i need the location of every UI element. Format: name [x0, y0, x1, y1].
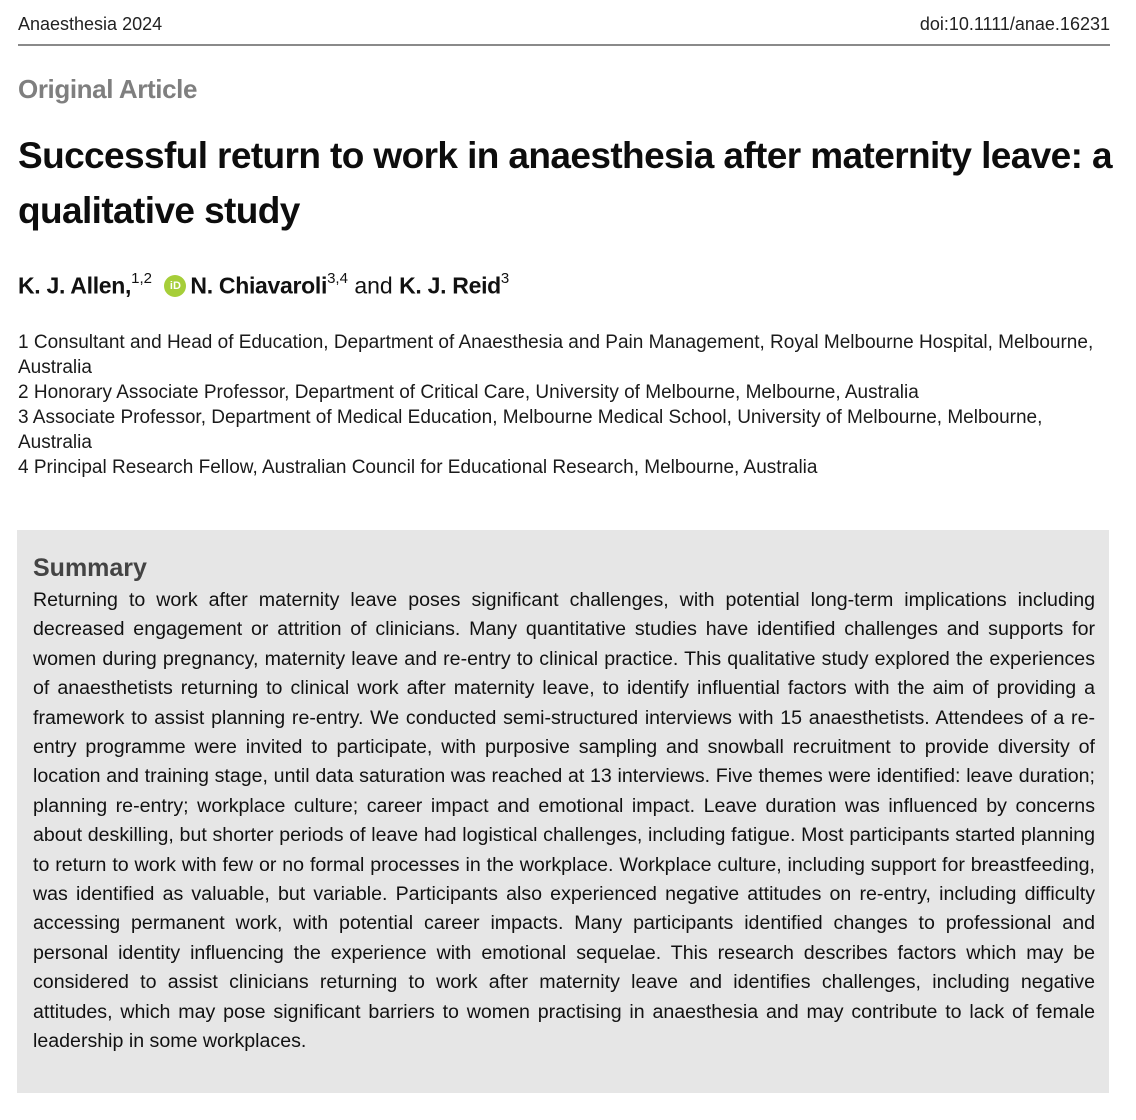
author-name: K. J. Allen, [18, 272, 132, 299]
affiliations [18, 330, 1098, 480]
affiliation-item: 4 Principal Research Fellow, Australian Council for Educational Research, Melbourne, Australia [18, 457, 818, 478]
article-type-label: Original Article [18, 74, 198, 104]
author-affiliation-ref: 3 [500, 270, 510, 287]
summary-heading: Summary [33, 554, 147, 582]
author-list [18, 272, 509, 300]
author-name: K. J. Reid [399, 272, 501, 299]
doi-link[interactable]: doi:10.1111/anae.16231 [919, 14, 1110, 34]
article-title: Successful return to work in anaesthesia after maternity leave: a qualitative study [18, 135, 1113, 231]
summary-box [17, 530, 1109, 1093]
affiliation-item: 1 Consultant and Head of Education, Department of Anaesthesia and Pain Management, Royal Melbourne Hospital, Melbourne, Australia [18, 332, 1094, 378]
summary-body: Returning to work after maternity leave poses significant challenges, with potential long-term implications including decreased engagement or attrition of clinicians. Many quantitative studies have identified challenges and supports for women during pregnancy, maternity leave and re-entry to clinical practice. This qualitative study explored the experiences of anaesthetists returning to clinical work after maternity leave, to identify influential factors with the aim of providing a framework to assist planning re-entry. We conducted semi-structured interviews with 15 anaesthetists. Attendees of a re-entry programme were invited to participate, with purposive sampling and snowball recruitment to provide diversity of location and training stage, until data saturation was reached at 13 interviews. Five themes were identified: leave duration; planning re-entry; workplace culture; career impact and emotional impact. Leave duration was influenced by concerns about deskilling, but shorter periods of leave had logistical challenges, including fatigue. Most participants started planning to return to work with few or no formal processes in the workplace. Workplace culture, including support for breastfeeding, was identified as valuable, but variable. Participants also experienced negative attitudes on re-entry, including difficulty accessing permanent work, with potential career impacts. Many participants identified changes to professional and personal identity influencing the experience with emotional sequelae. This research describes factors which may be considered to assist clinicians returning to work after maternity leave and identifies challenges, including negative attitudes, which may pose significant barriers to women practising in anaesthesia and may contribute to lack of female leadership in some workplaces. [33, 589, 1095, 1053]
orcid-icon[interactable]: iD [164, 275, 186, 297]
running-head [18, 12, 1110, 46]
author-affiliation-ref: 3,4 [327, 270, 348, 287]
affiliation-item: 3 Associate Professor, Department of Medical Education, Melbourne Medical School, University of Melbourne, Melbourne, Australia [18, 407, 1043, 453]
author-affiliation-ref: 1,2 [131, 270, 152, 287]
journal-name: Anaesthesia 2024 [18, 14, 163, 34]
author-connector: and [354, 272, 393, 299]
author-name: N. Chiavaroli [190, 272, 328, 299]
affiliation-item: 2 Honorary Associate Professor, Department of Critical Care, University of Melbourne, Melbourne, Australia [18, 382, 919, 403]
